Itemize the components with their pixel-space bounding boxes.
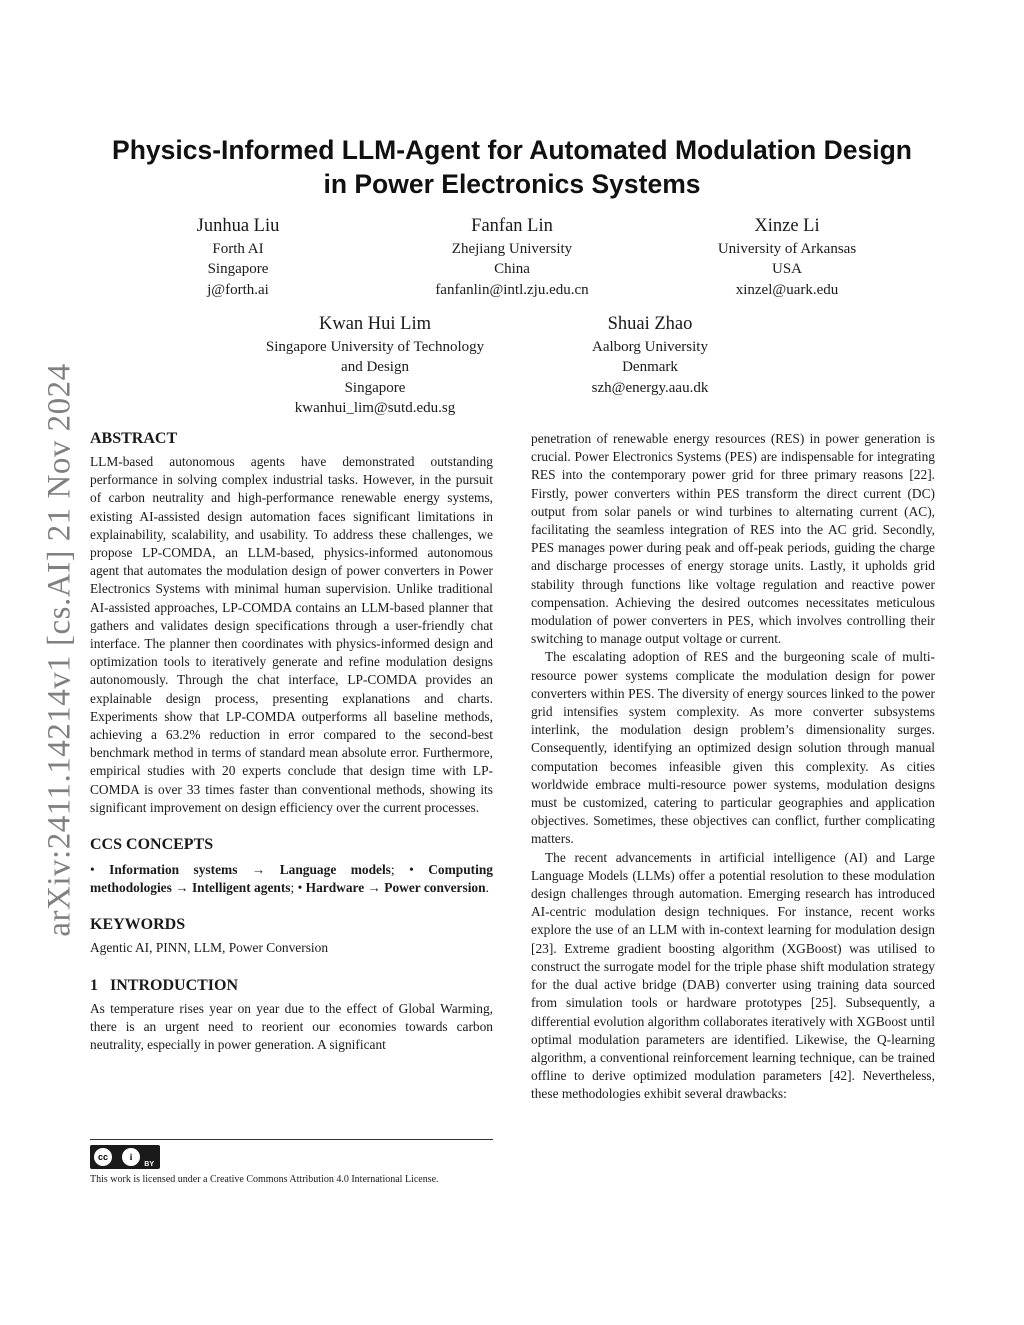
author-affiliation: Singapore University of Technology	[265, 339, 485, 355]
author-name: Shuai Zhao	[607, 314, 693, 334]
ccs-arrow: →	[367, 880, 381, 896]
author-name: Fanfan Lin	[471, 216, 553, 236]
author-location: Denmark	[622, 359, 678, 376]
introduction-paragraph: penetration of renewable energy resources (RES) in power generation is crucial. Power Electronics Systems (PES) are indispensable for integrating RES into the contemporary power grid for three primary reasons [22]. Firstly, power converters within PES transform the direct current (DC) output from solar panels or wind turbines to alternating current (AC), facilitating the seamless integration of RES into the AC grid. Secondly, PES manages power during peak and off-peak periods, guiding the charge and discharge processes of energy storage units. Lastly, it upholds grid stability through functions like voltage regulation and reactive power compensation. Achieving the desired outcomes necessitates meticulous modulation of power converters in PES, which involves controlling their switching to manage output voltage or current.	[531, 431, 935, 647]
author-email: fanfanlin@intl.zju.edu.cn	[435, 281, 589, 298]
introduction-text-left: As temperature rises year on year due to the effect of Global Warming, there is an urgent need to reorient our economies towards carbon neutrality, especially in power generation. A significant	[90, 1000, 493, 1053]
ccs-bullet: •	[297, 880, 303, 896]
author-block	[672, 215, 902, 300]
author-location: Singapore	[207, 261, 269, 278]
attribution-person-icon: i	[122, 1148, 140, 1166]
ccs-heading: CCS CONCEPTS	[90, 836, 214, 854]
ccs-bullet: •	[409, 862, 414, 878]
author-email: j@forth.ai	[207, 281, 269, 298]
abstract-text: LLM-based autonomous agents have demonstrated outstanding performance in solving complex industrial tasks. However, in the pursuit of carbon neutrality and high-performance renewable energy systems, existing AI-assisted design automation faces significant limitations in explainability, scalability, and usability. To address these challenges, we propose LP-COMDA, an LLM-based, physics-informed autonomous agent that automates the modulation design of power converters in Power Electronics Systems with minimal human supervision. Unlike traditional AI-assisted approaches, LP-COMDA contains an LLM-based planner that gathers and validates design specifications through a user-friendly chat interface. The planner then coordinates with physics-informed design and optimization tools to iteratively generate and refine modulation designs autonomously. Through the chat interface, LP-COMDA provides an explainable design process, presenting explanations and charts. Experiments show that LP-COMDA outperforms all baseline methods, achieving a 63.2% reduction in error compared to the second-best benchmark method in terms of standard mean absolute error. Furthermore, empirical studies with 20 experts conclude that design time with LP-COMDA is over 33 times faster than conventional methods, showing its significant improvement on design efficiency over the current processes.	[90, 454, 493, 815]
author-location: Singapore	[344, 379, 406, 396]
arxiv-identifier-stamp: arXiv:2411.14214v1 [cs.AI] 21 Nov 2024	[41, 363, 78, 937]
license-divider	[90, 1139, 493, 1140]
author-affiliation: Forth AI	[212, 241, 264, 257]
creative-commons-badge-icon	[90, 1145, 160, 1169]
ccs-separator: ;	[290, 880, 295, 896]
license-text: This work is licensed under a Creative Commons Attribution 4.0 International License.	[90, 1174, 439, 1185]
author-name: Junhua Liu	[196, 216, 280, 236]
author-name: Xinze Li	[754, 216, 820, 236]
ccs-category: Hardware	[305, 880, 365, 896]
keywords-heading: KEYWORDS	[90, 916, 186, 934]
title-line-1: Physics-Informed LLM-Agent for Automated Modulation Design	[112, 135, 912, 165]
author-affiliation: University of Arkansas	[717, 241, 857, 257]
title-line-2: in Power Electronics Systems	[323, 169, 701, 199]
author-email: szh@energy.aau.dk	[591, 379, 709, 396]
introduction-heading: 1 INTRODUCTION	[90, 976, 239, 994]
abstract-heading: ABSTRACT	[90, 430, 178, 447]
author-affiliation-continued: and Design	[341, 359, 409, 376]
author-email: kwanhui_lim@sutd.edu.sg	[294, 400, 456, 417]
author-block	[560, 313, 740, 398]
author-location: USA	[771, 261, 802, 278]
author-affiliation: Zhejiang University	[451, 241, 573, 257]
cc-logo-icon: cc	[94, 1148, 112, 1166]
ccs-arrow: →	[175, 880, 189, 896]
introduction-paragraph: The escalating adoption of RES and the burgeoning scale of multi-resource power systems complicate the modulation design for power converters within PES. The diversity of energy sources linked to the power grid intensifies system complexity. As more converter subsystems interlink, the modulation design problem’s dimensionality surges. Consequently, identifying an optimized design solution through manual computation becomes infeasible given this complexity. As cities worldwide embrace multi-resource power systems, modulation designs must be customized, catering to particular geographies and application objectives. Sometimes, these objectives can conflict, further complicating matters.	[531, 649, 935, 847]
ccs-concept: Power conversion	[384, 880, 486, 896]
author-affiliation: Aalborg University	[592, 339, 708, 355]
ccs-category: Information systems	[109, 862, 238, 878]
paper-title	[80, 133, 944, 201]
author-location: China	[494, 261, 530, 278]
right-column	[531, 430, 935, 1104]
left-column	[90, 429, 493, 1054]
ccs-separator: .	[485, 880, 489, 896]
author-email: xinzel@uark.edu	[735, 281, 839, 298]
by-label: BY	[144, 1161, 154, 1168]
author-block	[245, 313, 505, 419]
keywords-text: Agentic AI, PINN, LLM, Power Conversion	[90, 940, 329, 956]
introduction-paragraph: The recent advancements in artificial intelligence (AI) and Large Language Models (LLMs) offer a potential resolution to these modulation design challenges through automation. Emerging research has introduced AI-centric modulation design techniques. For instance, recent works explore the use of an LLM with in-context learning for modulation design [23]. Extreme gradient boosting algorithm (XGBoost) was utilised to construct the surrogate model for the triple phase shift modulation strategy for the dual active bridge (DAB) converter using training data sourced from simulation tools or hardware prototypes [25]. Subsequently, a differential evolution algorithm collaborates iteratively with XGBoost until optimal modulation parameters are identified. Likewise, the Q-learning algorithm, a conventional reinforcement learning technique, can be trained offline to derive optimized modulation parameters [42]. Nevertheless, these methodologies exhibit several drawbacks:	[531, 849, 935, 1102]
ccs-bullet: •	[90, 862, 95, 878]
ccs-concept: Language models	[279, 862, 391, 878]
ccs-separator: ;	[390, 862, 395, 878]
author-block	[138, 215, 338, 300]
ccs-category: Computing methodologies	[90, 862, 493, 896]
ccs-arrow: →	[251, 862, 266, 878]
author-name: Kwan Hui Lim	[318, 314, 431, 334]
ccs-concepts	[90, 861, 493, 897]
ccs-concept: Intelligent agents	[191, 880, 291, 896]
author-block	[392, 215, 632, 300]
